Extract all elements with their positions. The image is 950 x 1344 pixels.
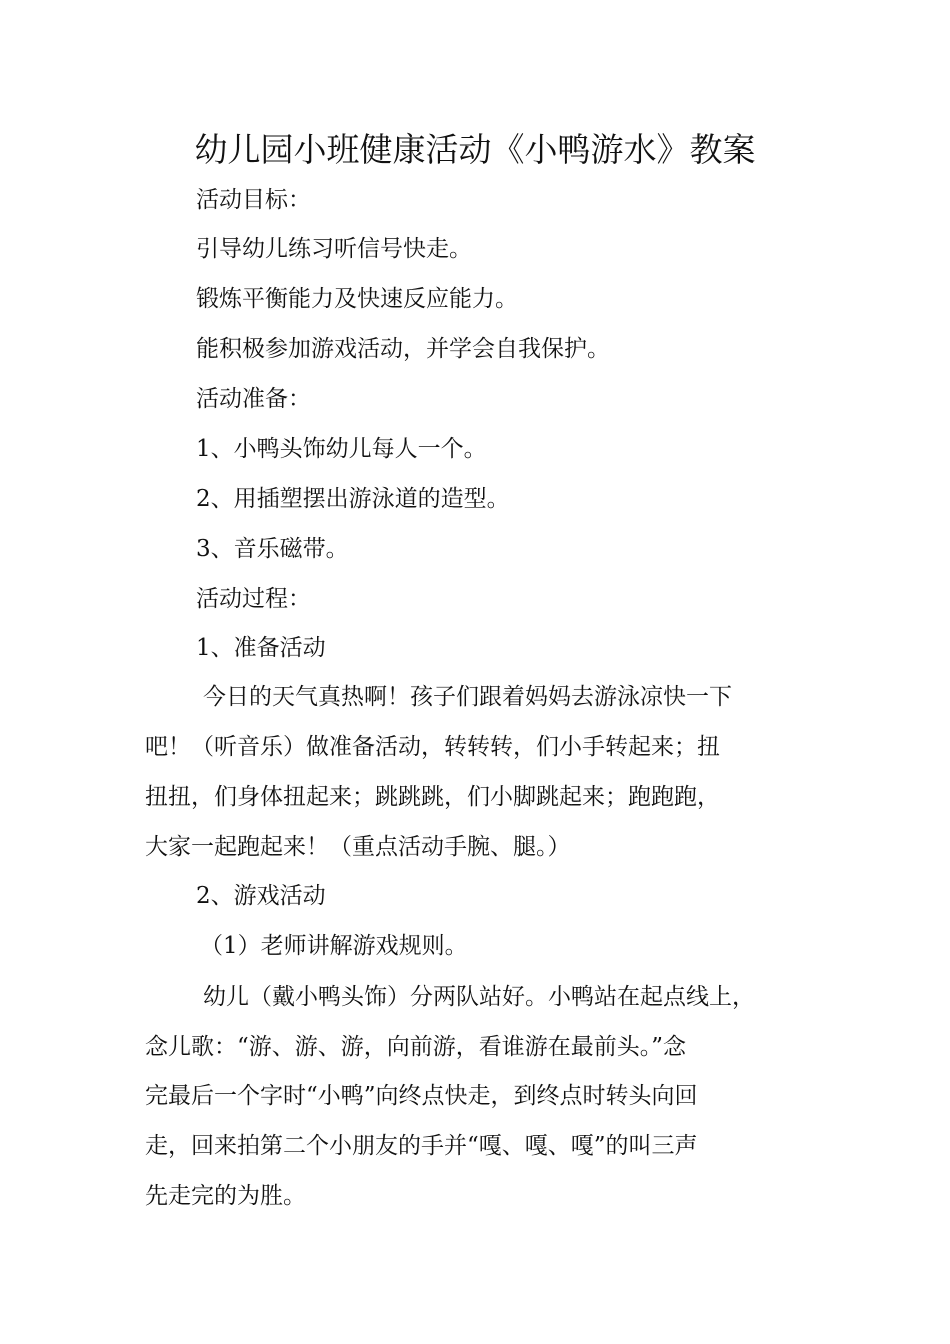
document-title: 幼儿园小班健康活动《小鸭游水》教案: [194, 130, 756, 169]
paragraph-line: 吧！（听音乐）做准备活动，转转转，们小手转起来；扭: [145, 734, 720, 760]
paragraph-line: 念儿歌：“游、游、游，向前游，看谁游在最前头。”念: [145, 1034, 687, 1060]
goal-item-2: 锻炼平衡能力及快速反应能力。: [196, 286, 518, 312]
section-heading-goals: 活动目标：: [196, 187, 311, 213]
paragraph-line: 完最后一个字时“小鸭”向终点快走，到终点时转头向回: [145, 1083, 698, 1109]
goal-item-3: 能积极参加游戏活动，并学会自我保护。: [196, 336, 610, 362]
preparation-item-1: 1、小鸭头饰幼儿每人一个。: [196, 436, 487, 462]
process-substep-heading: （1）老师讲解游戏规则。: [200, 933, 468, 959]
process-step-1-heading: 1、准备活动: [196, 635, 326, 661]
paragraph-line: 大家一起跑起来！（重点活动手腕、腿。）: [145, 834, 571, 860]
paragraph-line: 走，回来拍第二个小朋友的手并“嘎、嘎、嘎”的叫三声: [145, 1133, 698, 1159]
paragraph-line: 幼儿（戴小鸭头饰）分两队站好。小鸭站在起点线上，: [203, 984, 755, 1010]
section-heading-preparation: 活动准备：: [196, 386, 311, 412]
goal-item-1: 引导幼儿练习听信号快走。: [196, 236, 472, 262]
process-step-2-heading: 2、游戏活动: [196, 883, 326, 909]
section-heading-process: 活动过程：: [196, 586, 311, 612]
preparation-item-3: 3、音乐磁带。: [196, 536, 349, 562]
paragraph-line: 今日的天气真热啊！孩子们跟着妈妈去游泳凉快一下: [203, 684, 732, 710]
preparation-item-2: 2、用插塑摆出游泳道的造型。: [196, 486, 510, 512]
paragraph-line: 扭扭，们身体扭起来；跳跳跳，们小脚跳起来；跑跑跑，: [145, 784, 720, 810]
paragraph-line: 先走完的为胜。: [145, 1183, 306, 1209]
